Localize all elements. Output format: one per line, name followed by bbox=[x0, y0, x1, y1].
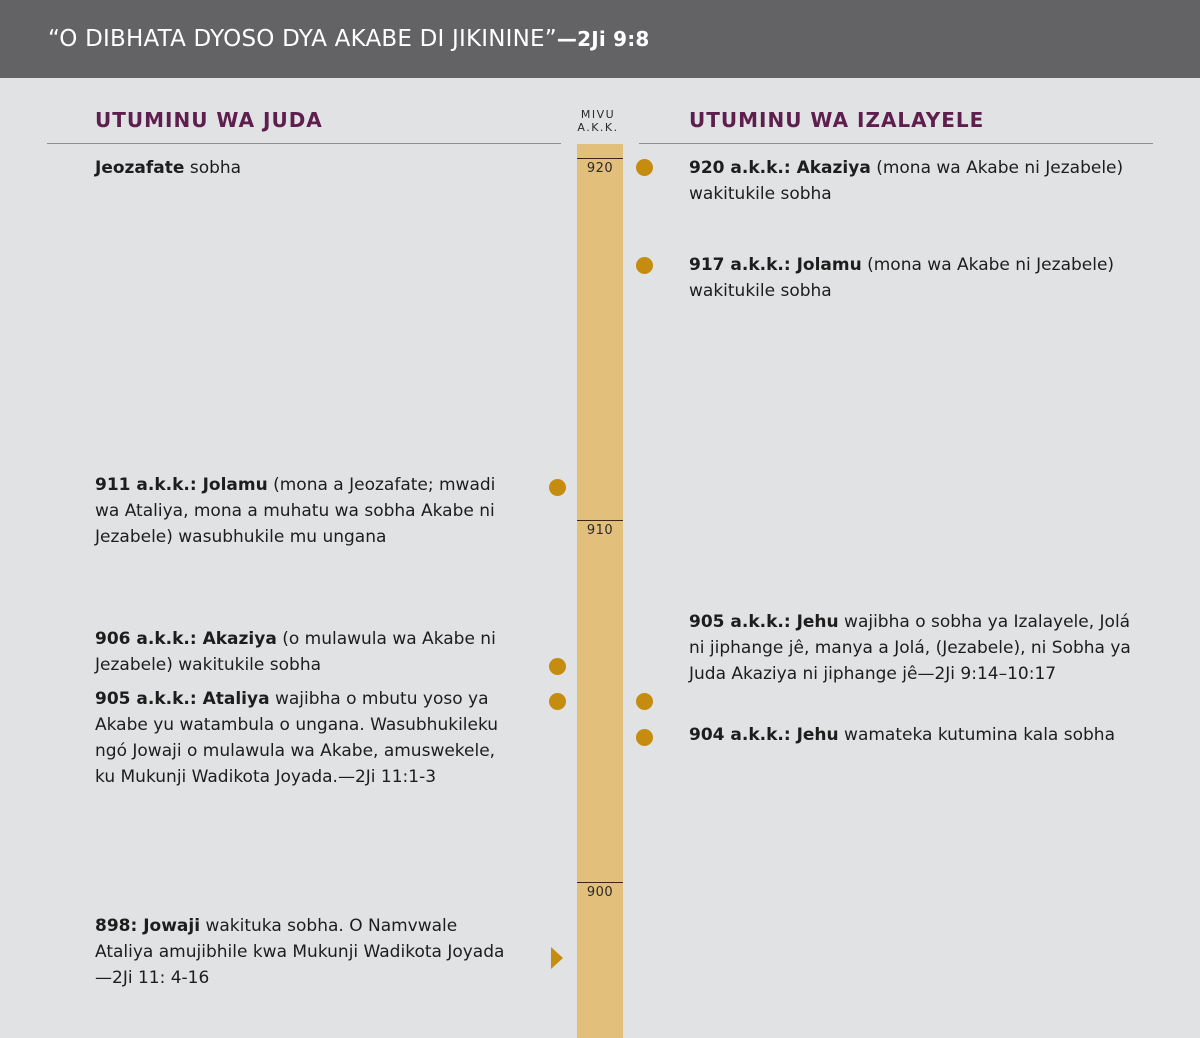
event-dot-marker bbox=[636, 729, 653, 746]
timeline-tick bbox=[577, 158, 623, 159]
izalayele-event bbox=[689, 252, 1129, 304]
event-dot-marker bbox=[549, 693, 566, 710]
event-text: wajibha o sobha ya Izalayele, Jolá ni jiphange jê, manya a Jolá, (Jezabele), ni Sobha ya Juda Akaziya ni jiphange jê—2Ji 9:14–10:17 bbox=[689, 612, 1131, 684]
event-text: (o mulawula wa Akabe ni Jezabele) wakitukile sobha bbox=[95, 629, 496, 675]
izalayele-event bbox=[689, 155, 1129, 207]
title-text: “O DIBHATA DYOSO DYA AKABE DI JIKININE” bbox=[48, 26, 557, 52]
event-text: (mona wa Akabe ni Jezabele) wakitukile sobha bbox=[689, 158, 1124, 204]
timeline-tick bbox=[577, 520, 623, 521]
event-heading: 898: Jowaji bbox=[95, 916, 201, 936]
event-heading: 906 a.k.k.: Akaziya bbox=[95, 629, 277, 649]
event-heading: 905 a.k.k.: Jehu bbox=[689, 612, 839, 632]
timeline-tick bbox=[577, 882, 623, 883]
timeline-bar bbox=[577, 144, 623, 1038]
event-heading: 911 a.k.k.: Jolamu bbox=[95, 475, 268, 495]
juda-event bbox=[95, 913, 515, 991]
event-text: wajibha o mbutu yoso ya Akabe yu watambula o ungana. Wasubhukileku ngó Jowaji o mulawula wa Akabe, amuswekele, ku Mukunji Wadikota Joyada.—2Ji 11:1-3 bbox=[95, 689, 499, 787]
izalayele-event bbox=[689, 609, 1149, 687]
timeline-tick-label: 910 bbox=[586, 523, 614, 538]
page-title bbox=[48, 26, 650, 52]
juda-heading: UTUMINU WA JUDA bbox=[95, 108, 323, 132]
juda-event bbox=[95, 472, 515, 550]
izalayele-event bbox=[689, 722, 1129, 748]
event-dot-marker bbox=[636, 159, 653, 176]
event-text: (mona wa Akabe ni Jezabele) wakitukile sobha bbox=[689, 255, 1115, 301]
event-heading: 904 a.k.k.: Jehu bbox=[689, 725, 839, 745]
header-banner bbox=[0, 0, 1200, 78]
left-heading-rule bbox=[47, 143, 561, 144]
event-text: sobha bbox=[184, 158, 242, 178]
event-heading: 905 a.k.k.: Ataliya bbox=[95, 689, 270, 709]
juda-event bbox=[95, 686, 515, 790]
timeline-tick-label: 900 bbox=[586, 885, 614, 900]
years-label-line1: MIVU bbox=[580, 108, 616, 121]
izalayele-heading: UTUMINU WA IZALAYELE bbox=[689, 108, 985, 132]
timeline-tick-label: 920 bbox=[586, 161, 614, 176]
years-axis-label bbox=[570, 108, 626, 134]
event-dot-marker bbox=[549, 479, 566, 496]
juda-event bbox=[95, 626, 515, 678]
years-label-line2: A.K.K. bbox=[577, 121, 619, 134]
event-heading: Jeozafate bbox=[95, 158, 185, 178]
event-text: (mona a Jeozafate; mwadi wa Ataliya, mona a muhatu wa sobha Akabe ni Jezabele) wasubhukile mu ungana bbox=[95, 475, 496, 547]
event-arrow-marker bbox=[551, 947, 563, 969]
event-text: wakituka sobha. O Namvwale Ataliya amujibhile kwa Mukunji Wadikota Joyada—2Ji 11: 4-16 bbox=[95, 916, 505, 988]
event-dot-marker bbox=[636, 693, 653, 710]
event-dot-marker bbox=[636, 257, 653, 274]
event-text: wamateka kutumina kala sobha bbox=[838, 725, 1115, 745]
juda-event bbox=[95, 155, 515, 181]
right-heading-rule bbox=[639, 143, 1153, 144]
event-heading: 917 a.k.k.: Jolamu bbox=[689, 255, 862, 275]
event-dot-marker bbox=[549, 658, 566, 675]
title-reference: —2Ji 9:8 bbox=[556, 27, 650, 51]
event-heading: 920 a.k.k.: Akaziya bbox=[689, 158, 871, 178]
